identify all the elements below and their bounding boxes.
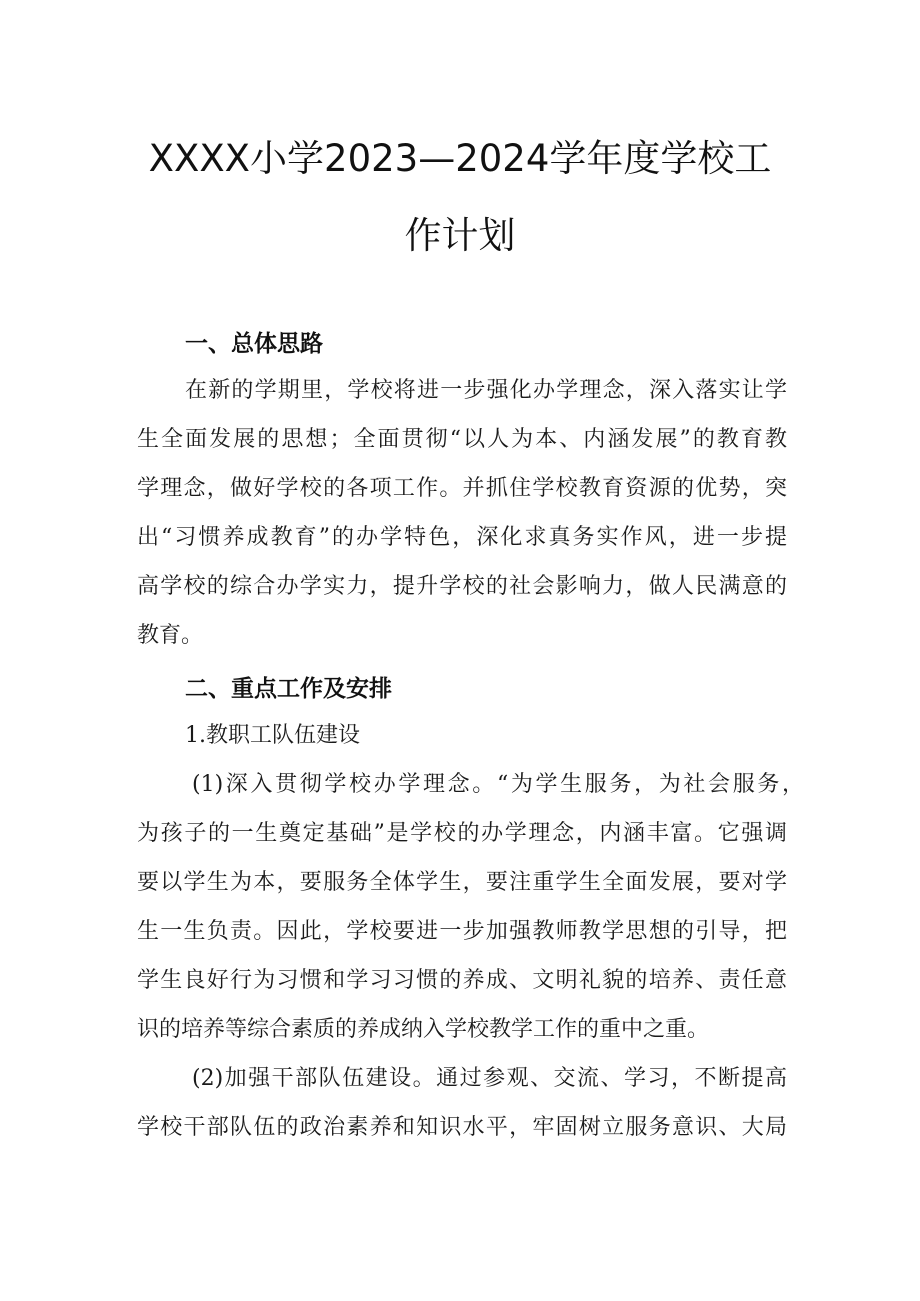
paragraph-line: 生一生负责。因此，学校要进一步加强教师教学思想的引导，把: [137, 919, 787, 944]
paragraph-line: (1)深入贯彻学校办学理念。“为学生服务，为社会服务，: [192, 772, 804, 797]
paragraph-line: 要以学生为本，要服务全体学生，要注重学生全面发展，要对学: [137, 870, 787, 895]
paragraph-line: 为孩子的一生奠定基础”是学校的办学理念，内涵丰富。它强调: [137, 821, 787, 846]
paragraph-line: 出“习惯养成教育”的办学特色，深化求真务实作风，进一步提: [137, 525, 787, 550]
paragraph-line: 教育。: [137, 623, 204, 648]
section-heading-key-work: 二、重点工作及安排: [185, 676, 392, 702]
paragraph-line: 在新的学期里，学校将进一步强化办学理念，深入落实让学: [185, 378, 787, 403]
section-heading-overall: 一、总体思路: [185, 331, 323, 357]
paragraph-line: (2)加强干部队伍建设。通过参观、交流、学习，不断提高: [192, 1066, 787, 1091]
paragraph-line: 识的培养等综合素质的养成纳入学校教学工作的重中之重。: [137, 1017, 710, 1042]
paragraph-line: 学生良好行为习惯和学习习惯的养成、文明礼貌的培养、责任意: [137, 968, 787, 993]
subsection-heading: 1.教职工队伍建设: [185, 723, 360, 748]
paragraph-line: 高学校的综合办学实力，提升学校的社会影响力，做人民满意的: [137, 574, 787, 599]
paragraph-line: 学理念，做好学校的各项工作。并抓住学校教育资源的优势，突: [137, 476, 787, 501]
document-title-line-2: 作计划: [404, 214, 516, 257]
paragraph-line: 生全面发展的思想；全面贯彻“以人为本、内涵发展”的教育教: [137, 427, 787, 452]
paragraph-line: 学校干部队伍的政治素养和知识水平，牢固树立服务意识、大局: [137, 1115, 787, 1140]
document-title-line-1: XXXX小学2023—2024学年度学校工: [148, 137, 772, 180]
